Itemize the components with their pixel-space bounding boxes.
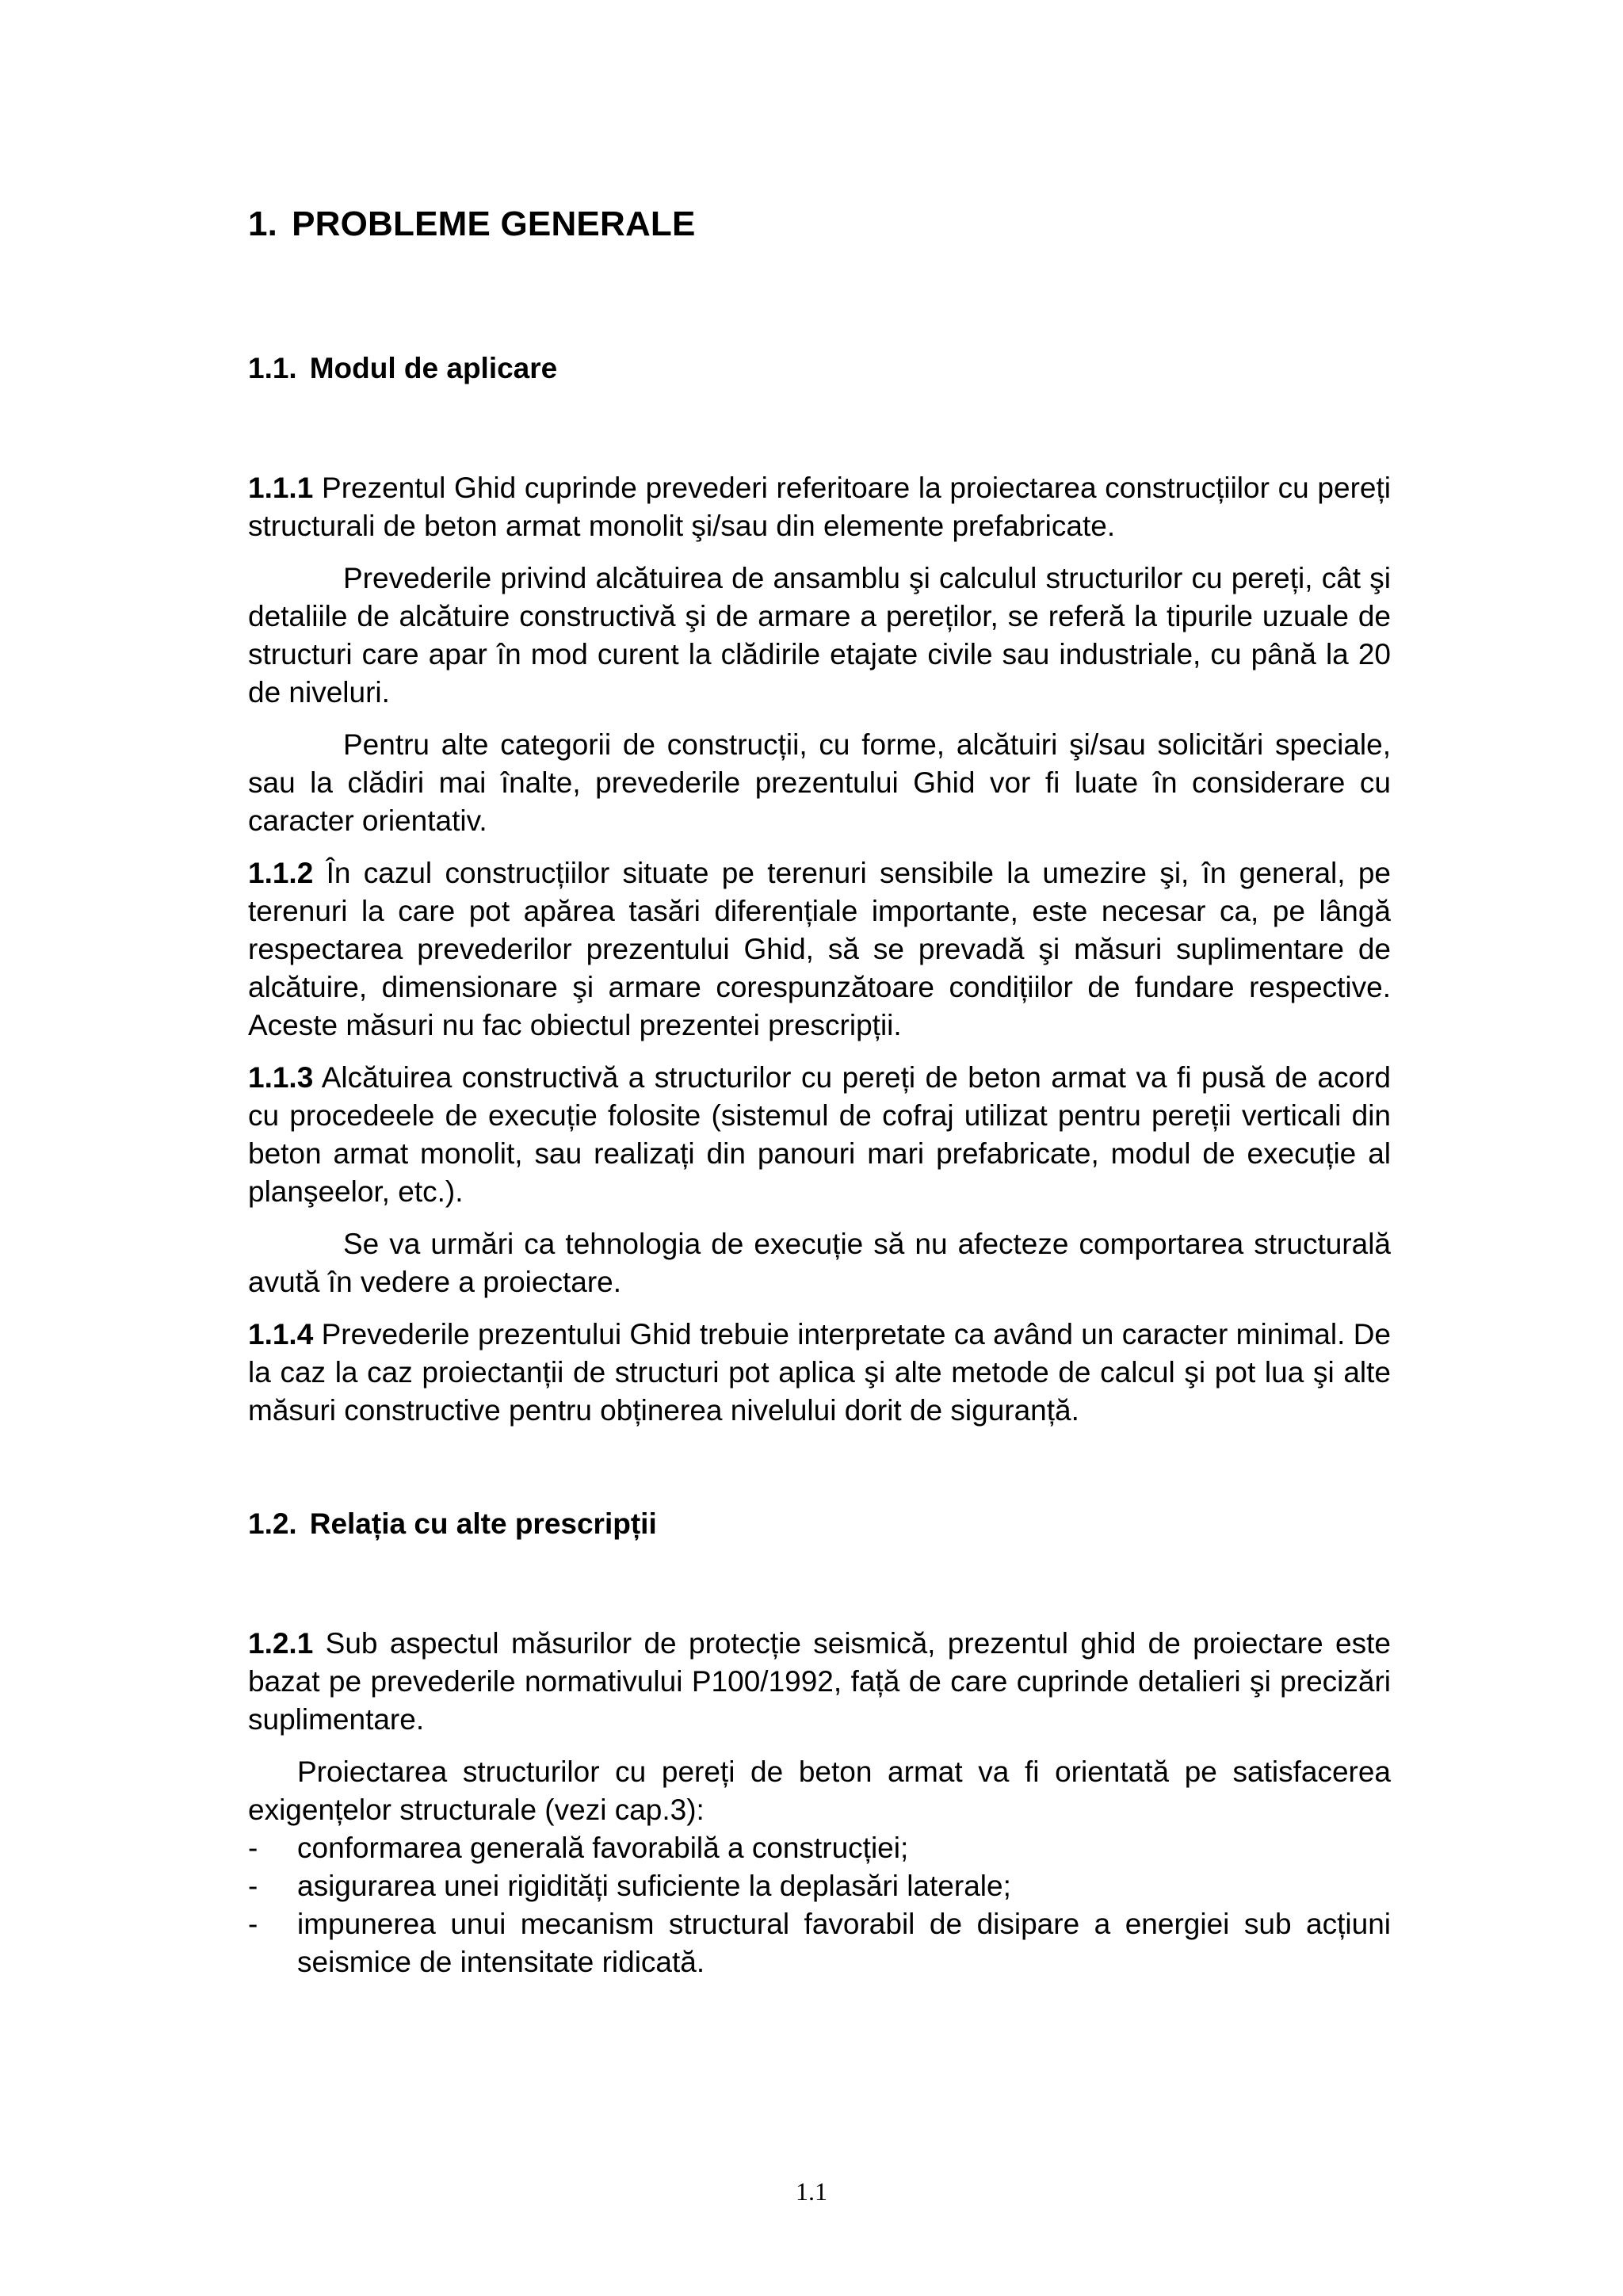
paragraph-1-1-1	[248, 469, 1391, 545]
paragraph-text: Pentru alte categorii de construcții, cu forme, alcătuiri şi/sau solicitări speciale, sau la clădiri mai înalte, prevederile prezentului Ghid vor fi luate în considerare cu caracter orientativ.	[248, 728, 1391, 837]
section-heading-1-1	[248, 346, 1391, 392]
paragraph-1-1-3	[248, 1059, 1391, 1211]
list-item-text: asigurarea unei rigidități suficiente la deplasări laterale;	[297, 1870, 1011, 1902]
page-content	[248, 197, 1391, 1981]
paragraph-text: Se va urmări ca tehnologia de execuție să nu afecteze comportarea structurală avută în vedere a proiectare.	[248, 1228, 1391, 1298]
paragraph-1-1-2	[248, 854, 1391, 1045]
section-number: 1.1.	[248, 352, 297, 384]
paragraph-text: Prevederile privind alcătuirea de ansamblu şi calculul structurilor cu pereți, cât şi detaliile de alcătuire constructivă şi de armare a pereților, se referă la tipurile uzuale de structuri care apar în mod curent la clădirile etajate civile sau industriale, cu până la 20 de niveluri.	[248, 562, 1391, 709]
list-item-text: impunerea unui mecanism structural favorabil de disipare a energiei sub acțiuni seismice de intensitate ridicată.	[297, 1908, 1391, 1978]
section-number: 1.2.	[248, 1507, 297, 1540]
paragraph-1-1-1-c	[248, 726, 1391, 840]
paragraph-1-1-3-b	[248, 1225, 1391, 1301]
clause-number: 1.2.1	[248, 1627, 314, 1660]
section-heading-1-2	[248, 1501, 1391, 1547]
section-spacer	[248, 1444, 1391, 1501]
clause-number: 1.1.2	[248, 857, 314, 889]
paragraph-text: Sub aspectul măsurilor de protecție seismică, prezentul ghid de proiectare este bazat pe prevederile normativului P100/1992, față de care cuprinde detalieri şi precizări suplimentare.	[248, 1627, 1391, 1736]
chapter-title: PROBLEME GENERALE	[292, 204, 696, 243]
section-title: Relația cu alte prescripții	[309, 1507, 657, 1540]
clause-number: 1.1.3	[248, 1061, 314, 1094]
clause-number: 1.1.1	[248, 472, 314, 504]
paragraph-1-1-4	[248, 1316, 1391, 1430]
paragraph-1-2-1	[248, 1625, 1391, 1739]
paragraph-text: Proiectarea structurilor cu pereți de beton armat va fi orientată pe satisfacerea exigențelor structurale (vezi cap.3):	[248, 1755, 1391, 1826]
list-item	[248, 1905, 1391, 1981]
list-item	[248, 1829, 1391, 1867]
page-number: 1.1	[796, 2177, 827, 2206]
paragraph-1-2-1-b	[248, 1753, 1391, 1829]
list-dash: -	[248, 1870, 258, 1902]
clause-number: 1.1.4	[248, 1318, 314, 1350]
list-item	[248, 1867, 1391, 1905]
paragraph-text: Alcătuirea constructivă a structurilor cu pereți de beton armat va fi pusă de acord cu procedeele de execuție folosite (sistemul de cofraj utilizat pentru pereții verticali din beton armat monolit, sau realizați din panouri mari prefabricate, modul de execuție al planşeelor, etc.).	[248, 1061, 1391, 1208]
paragraph-text: Prezentul Ghid cuprinde prevederi referitoare la proiectarea construcțiilor cu pereți structurali de beton armat monolit şi/sau din elemente prefabricate.	[248, 472, 1391, 542]
section-title: Modul de aplicare	[309, 352, 558, 384]
paragraph-text: Prevederile prezentului Ghid trebuie interpretate ca având un caracter minimal. De la caz la caz proiectanții de structuri pot aplica şi alte metode de calcul şi pot lua şi alte măsuri constructive pentru obținerea nivelului dorit de siguranță.	[248, 1318, 1391, 1427]
chapter-number: 1.	[248, 204, 278, 243]
list-dash: -	[248, 1832, 258, 1864]
requirements-list	[248, 1829, 1391, 1981]
list-dash: -	[248, 1908, 258, 1940]
chapter-heading	[248, 197, 1391, 252]
paragraph-1-1-1-b	[248, 560, 1391, 712]
list-item-text: conformarea generală favorabilă a construcției;	[297, 1832, 909, 1864]
paragraph-text: În cazul construcțiilor situate pe terenuri sensibile la umezire şi, în general, pe terenuri la care pot apărea tasări diferențiale importante, este necesar ca, pe lângă respectarea prevederilor prezentului Ghid, să se prevadă şi măsuri suplimentare de alcătuire, dimensionare şi armare corespunzătoare condițiilor de fundare respective. Aceste măsuri nu fac obiectul prezentei prescripții.	[248, 857, 1391, 1041]
